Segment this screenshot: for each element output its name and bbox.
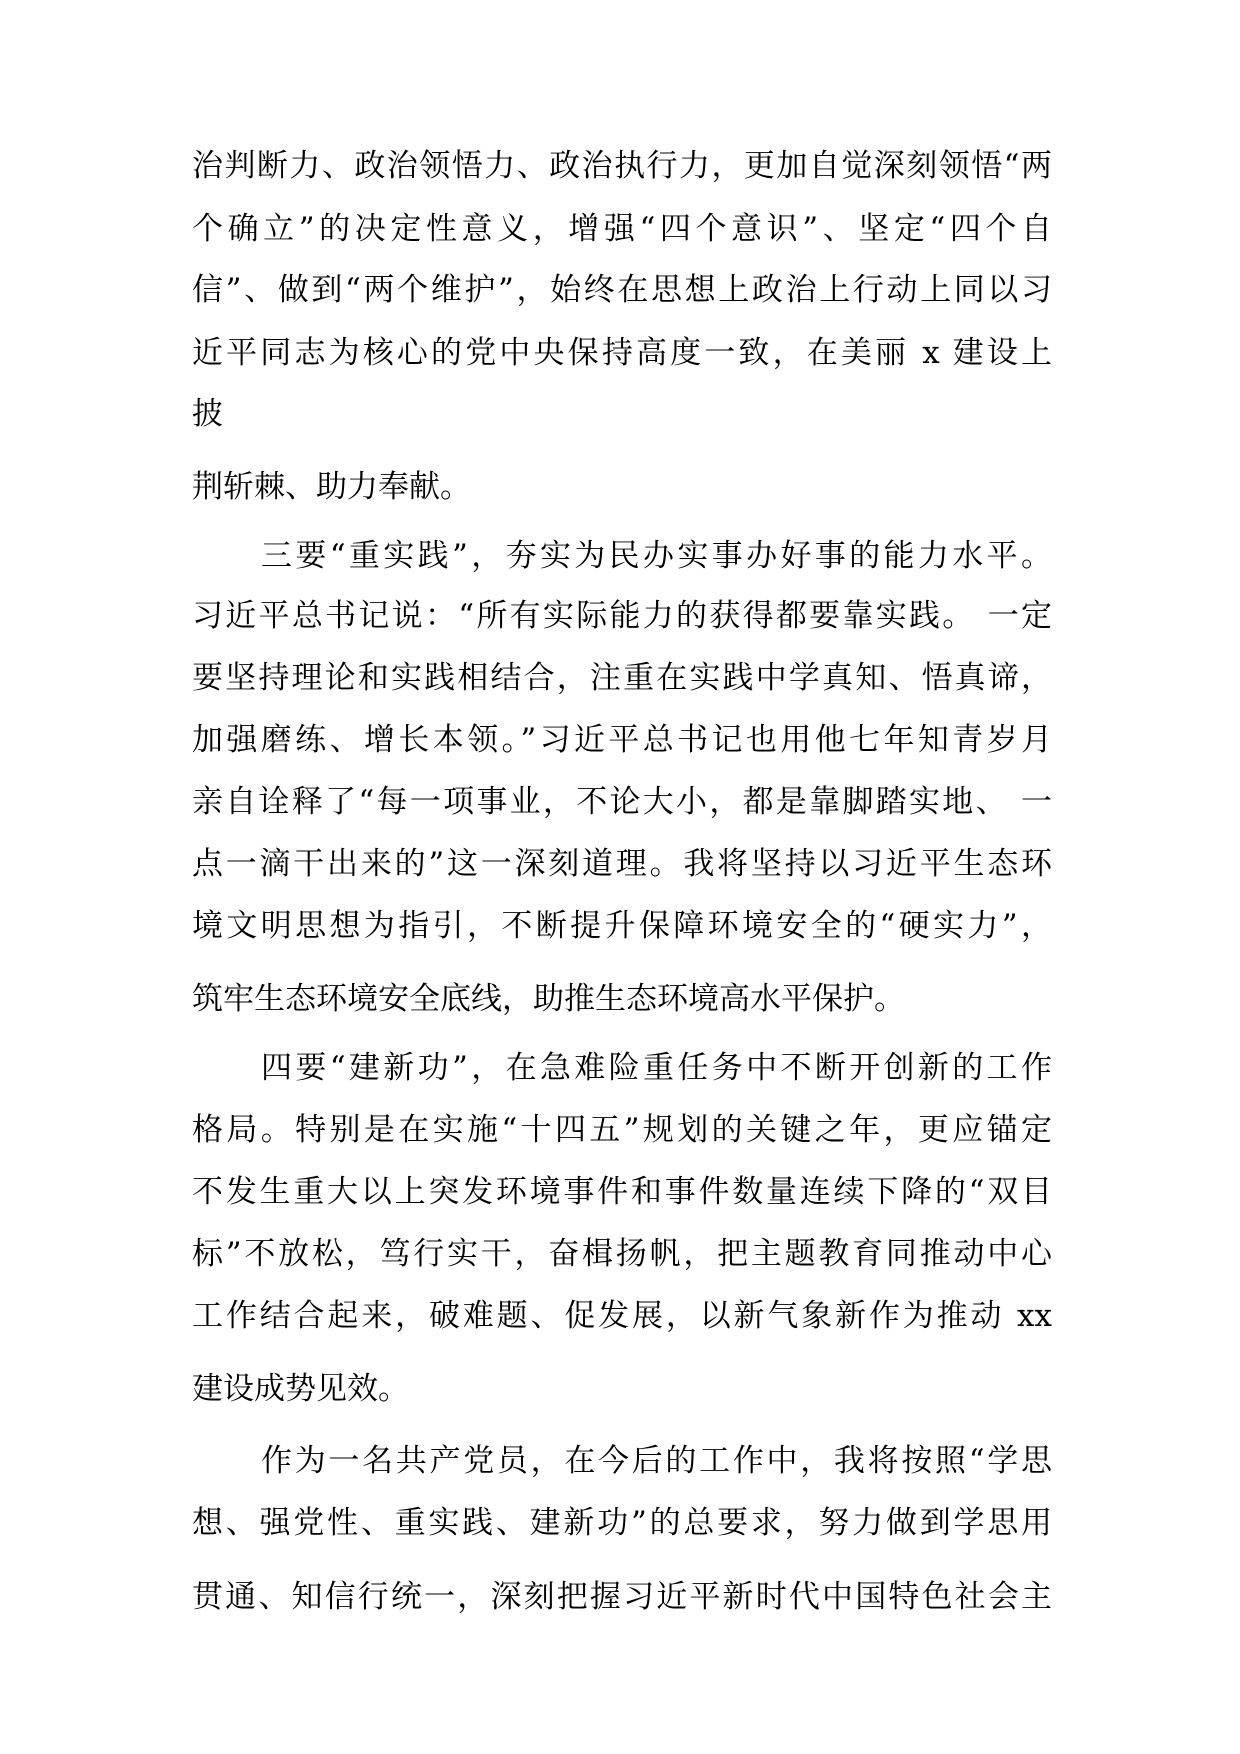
body-text-line: 点一滴干出来的”这一深刻道理。我将坚持以习近平生态环 bbox=[192, 846, 1052, 882]
body-text-line: 加强磨练、增长本领。”习近平总书记也用他七年知青岁月 bbox=[192, 722, 1052, 758]
body-text-line: 荆斩棘、助力奉献。 bbox=[192, 469, 471, 505]
paragraph-heading-line: 四要“建新功”，在急难险重任务中不断开创新的工作 bbox=[261, 1050, 1052, 1086]
body-text-line: 要坚持理论和实践相结合，注重在实践中学真知、悟真谛， bbox=[192, 660, 1052, 696]
body-text-line: 境文明思想为指引，不断提升保障环境安全的“硬实力”， bbox=[192, 908, 1052, 944]
body-text-line: 筑牢生态环境安全底线，助推生态环境高水平保护。 bbox=[192, 981, 905, 1017]
body-text-line: 近平同志为核心的党中央保持高度一致，在美丽 x 建设上 bbox=[192, 335, 1052, 371]
body-text-line: 贯通、知信行统一，深刻把握习近平新时代中国特色社会主 bbox=[192, 1579, 1052, 1615]
body-text-line: 披 bbox=[192, 396, 223, 432]
body-text-line: 标”不放松，笃行实干，奋楫扬帆，把主题教育同推动中心 bbox=[192, 1236, 1052, 1272]
paragraph-heading-line: 三要“重实践”，夯实为民办实事办好事的能力水平。 bbox=[261, 538, 1052, 574]
body-text-line: 不发生重大以上突发环境事件和事件数量连续下降的“双目 bbox=[192, 1174, 1052, 1210]
body-text-line: 信”、做到“两个维护”，始终在思想上政治上行动上同以习 bbox=[192, 272, 1052, 308]
body-text-line: 亲自诠释了“每一项事业，不论大小，都是靠脚踏实地、 一 bbox=[192, 784, 1052, 820]
body-text-line: 建设成势见效。 bbox=[192, 1371, 409, 1407]
body-text-line: 格局。特别是在实施“十四五”规划的关键之年，更应锚定 bbox=[192, 1112, 1052, 1148]
body-text-line: 个确立”的决定性意义，增强“四个意识”、坚定“四个自 bbox=[192, 211, 1052, 247]
paragraph-first-line: 作为一名共产党员，在今后的工作中，我将按照“学思 bbox=[261, 1443, 1052, 1479]
body-text-line: 工作结合起来，破难题、促发展，以新气象新作为推动 xx bbox=[192, 1298, 1052, 1334]
body-text-line: 习近平总书记说：“所有实际能力的获得都要靠实践。 一定 bbox=[192, 598, 1052, 634]
body-text-line: 治判断力、政治领悟力、政治执行力，更加自觉深刻领悟“两 bbox=[192, 148, 1052, 184]
body-text-line: 想、强党性、重实践、建新功”的总要求，努力做到学思用 bbox=[192, 1505, 1052, 1541]
